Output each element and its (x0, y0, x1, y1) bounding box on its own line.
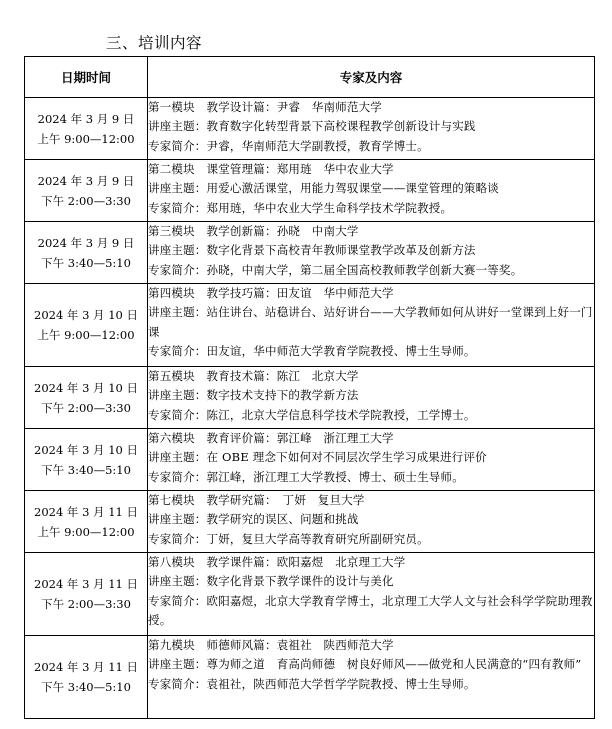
expert-line: 专家简介：尹睿，华南师范大学副教授，教育学博士。 (148, 138, 429, 153)
content-cell (148, 222, 595, 284)
content-cell (148, 553, 595, 636)
content-cell (148, 98, 595, 160)
expert-line: 专家简介：孙晓，中南大学，第二届全国高校教师教学创新大赛一等奖。 (148, 262, 523, 277)
topic-line: 讲座主题：数字化背景下教学课件的设计与美化 (148, 574, 394, 589)
expert-line: 专家简介：欧阳嘉煜，北京大学教育学博士，北京理工大学人文与社会科学学院助理教授。 (148, 593, 593, 627)
date-text: 2024 年 3 月 10 日 (34, 442, 138, 457)
table-row (25, 98, 595, 160)
datetime-cell (25, 222, 148, 284)
topic-line: 讲座主题：尊为师之道 育高尚师德 树良好师风——做党和人民满意的“四有教师” (148, 657, 582, 672)
module-line: 第八模块 教学课件篇：欧阳嘉煜 北京理工大学 (148, 555, 406, 569)
datetime-cell (25, 636, 148, 719)
date-text: 2024 年 3 月 9 日 (37, 173, 135, 188)
expert-line: 专家简介：郭江峰，浙江理工大学教授、博士、硕士生导师。 (148, 469, 464, 484)
table-row (25, 636, 595, 719)
topic-line: 讲座主题：教育数字化转型背景下高校课程教学创新设计与实践 (148, 119, 476, 134)
module-line: 第九模块 师德师风篇：袁祖社 陕西师范大学 (148, 638, 394, 652)
date-text: 2024 年 3 月 10 日 (34, 380, 138, 395)
header-datetime: 日期时间 (25, 57, 148, 98)
time-text: 下午 3:40—5:10 (41, 680, 131, 694)
date-text: 2024 年 3 月 11 日 (34, 660, 138, 674)
date-text: 2024 年 3 月 9 日 (37, 235, 135, 250)
date-text: 2024 年 3 月 11 日 (34, 504, 138, 519)
module-line: 第三模块 教学创新篇：孙晓 中南大学 (148, 224, 359, 238)
table-header-row (25, 57, 595, 98)
expert-line: 专家简介：郑用琏，华中农业大学生命科学技术学院教授。 (148, 200, 453, 215)
training-schedule-table (24, 56, 595, 719)
time-text: 上午 9:00—12:00 (37, 524, 135, 539)
table-row (25, 284, 595, 367)
table-row (25, 491, 595, 553)
content-cell (148, 367, 595, 429)
time-text: 下午 2:00—3:30 (41, 400, 131, 415)
time-text: 下午 3:40—5:10 (41, 462, 131, 477)
content-cell (148, 636, 595, 719)
time-text: 下午 2:00—3:30 (41, 597, 131, 611)
module-line: 第二模块 课堂管理篇：郑用琏 华中农业大学 (148, 162, 394, 176)
module-line: 第五模块 教育技术篇：陈江 北京大学 (148, 369, 359, 383)
time-text: 下午 3:40—5:10 (41, 255, 131, 270)
table-row (25, 160, 595, 222)
section-title: 三、培训内容 (106, 34, 203, 52)
expert-line: 专家简介：袁祖社，陕西师范大学哲学学院教授、博士生导师。 (148, 676, 476, 691)
datetime-cell (25, 367, 148, 429)
time-text: 下午 2:00—3:30 (41, 193, 131, 208)
datetime-cell (25, 160, 148, 222)
time-text: 上午 9:00—12:00 (37, 328, 135, 342)
expert-line: 专家简介：丁妍，复旦大学高等教育研究所副研究员。 (148, 531, 429, 546)
module-line: 第一模块 教学设计篇：尹睿 华南师范大学 (148, 100, 382, 114)
module-line: 第四模块 教学技巧篇：田友谊 华中师范大学 (148, 286, 394, 300)
date-text: 2024 年 3 月 11 日 (34, 577, 138, 591)
datetime-cell (25, 98, 148, 160)
module-line: 第六模块 教育评价篇：郭江峰 浙江理工大学 (148, 431, 394, 445)
content-cell (148, 491, 595, 553)
expert-line: 专家简介：陈江，北京大学信息科学技术学院教授，工学博士。 (148, 407, 476, 422)
time-text: 上午 9:00—12:00 (37, 131, 135, 146)
table-row (25, 429, 595, 491)
date-text: 2024 年 3 月 10 日 (34, 308, 138, 322)
date-text: 2024 年 3 月 9 日 (37, 111, 135, 126)
header-content: 专家及内容 (148, 57, 595, 98)
topic-line: 讲座主题：教学研究的误区、问题和挑战 (148, 512, 359, 527)
topic-line: 讲座主题：在 OBE 理念下如何对不同层次学生学习成果进行评价 (148, 450, 487, 465)
datetime-cell (25, 553, 148, 636)
table-row (25, 367, 595, 429)
expert-line: 专家简介：田友谊，华中师范大学教育学院教授、博士生导师。 (148, 343, 476, 358)
datetime-cell (25, 429, 148, 491)
module-line: 第七模块 教学研究篇： 丁妍 复旦大学 (148, 493, 365, 507)
datetime-cell (25, 284, 148, 367)
content-cell (148, 160, 595, 222)
content-cell (148, 429, 595, 491)
topic-line: 讲座主题：数字技术支持下的教学新方法 (148, 388, 359, 403)
topic-line: 讲座主题：用爱心激活课堂，用能力驾驭课堂——课堂管理的策略谈 (148, 181, 499, 196)
topic-line: 讲座主题：数字化背景下高校青年教师课堂教学改革及创新方法 (148, 243, 476, 258)
content-cell (148, 284, 595, 367)
table-row (25, 222, 595, 284)
table-row (25, 553, 595, 636)
topic-line: 讲座主题：站住讲台、站稳讲台、站好讲台——大学教师如何从讲好一堂课到上好一门课 (148, 305, 593, 339)
datetime-cell (25, 491, 148, 553)
